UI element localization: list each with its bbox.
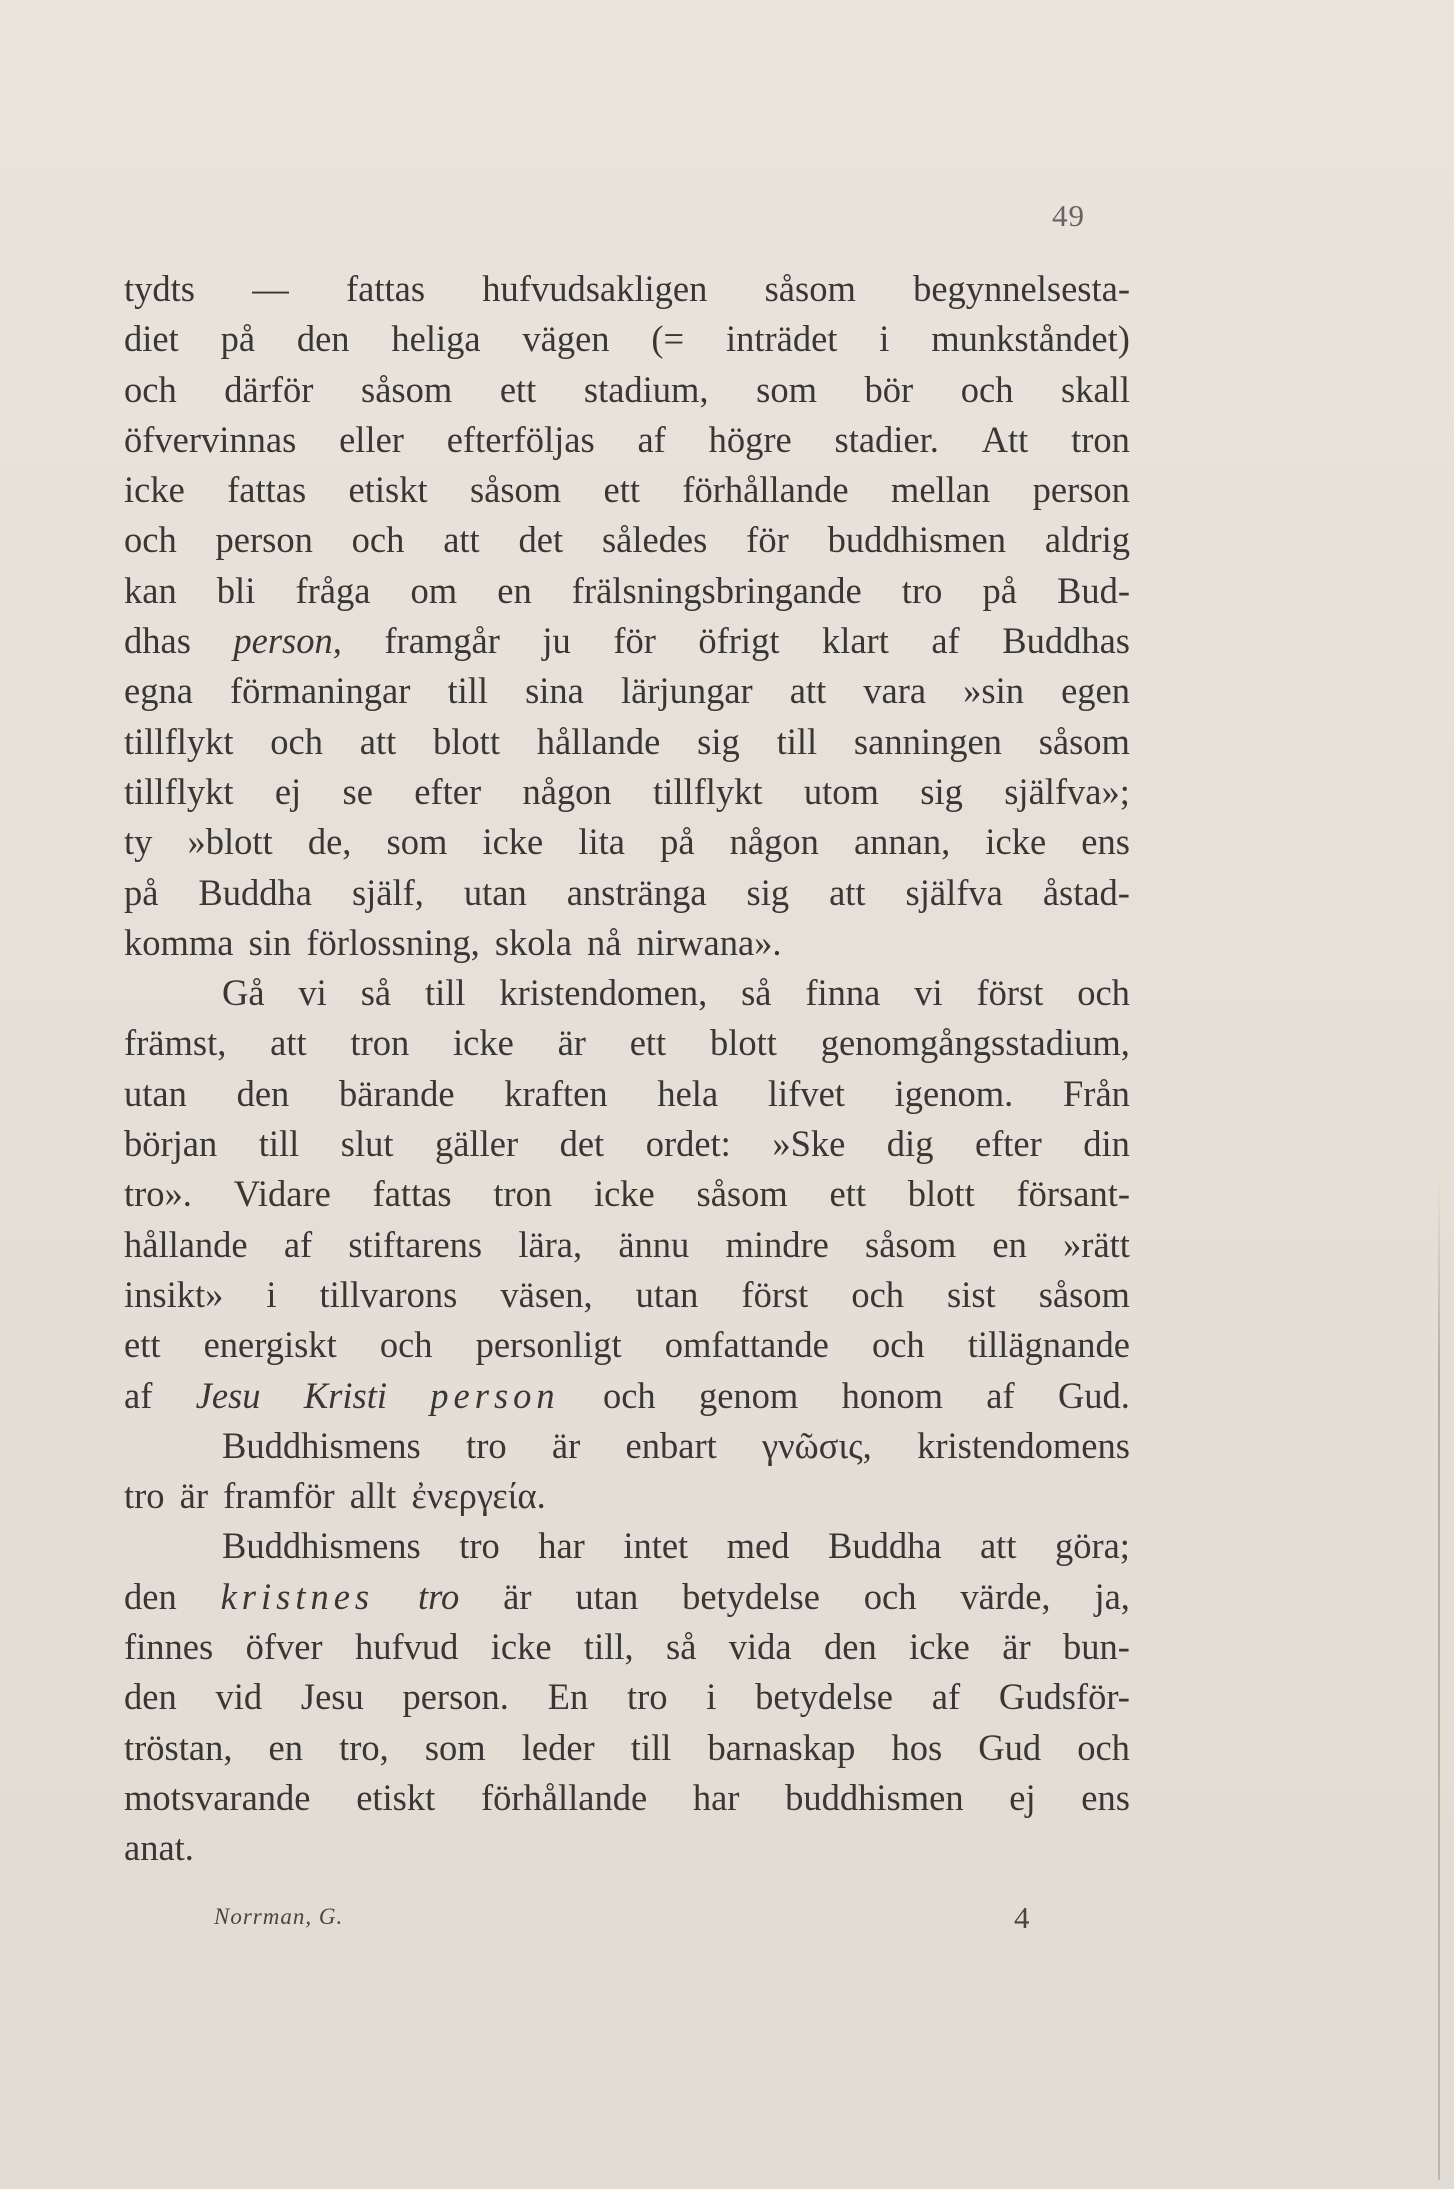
text-line: komma sin förlossning, skola nå nirwana». <box>124 921 782 963</box>
text-line: egna förmaningar till sina lärjungar att vara »sin egen <box>124 670 1130 712</box>
text-line: finnes öfver hufvud icke till, så vida den icke är bun- <box>124 1626 1130 1668</box>
text-line: Gå vi så till kristendomen, så finna vi först och <box>222 972 1130 1014</box>
sheet-number: 4 <box>1014 1900 1030 1935</box>
page-edge-shadow <box>1438 1180 1440 2180</box>
text-line: tydts — fattas hufvudsakligen såsom begynnelsesta- <box>124 268 1130 309</box>
text-line: kan bli fråga om en frälsningsbringande tro på Bud- <box>124 569 1130 611</box>
page-number: 49 <box>1052 198 1085 233</box>
text-line: ty »blott de, som icke lita på någon annan, icke ens <box>124 821 1130 863</box>
text-line: den vid Jesu person. En tro i betydelse af Gudsför- <box>124 1676 1130 1718</box>
text-line: den kristnes tro är utan betydelse och värde, ja, <box>124 1575 1130 1617</box>
text-line: utan den bärande kraften hela lifvet igenom. Från <box>124 1072 1130 1114</box>
text-line: insikt» i tillvarons väsen, utan först och sist såsom <box>124 1273 1130 1315</box>
text-line: ett energiskt och personligt omfattande och tillägnande <box>124 1324 1130 1366</box>
printer-signature: Norrman, G. <box>214 1904 344 1929</box>
text-line: anat. <box>124 1827 194 1869</box>
text-line: motsvarande etiskt förhållande har buddhismen ej ens <box>124 1776 1130 1818</box>
text-line: Buddhismens tro har intet med Buddha att göra; <box>222 1525 1130 1567</box>
text-line: af Jesu Kristi person och genom honom af Gud. <box>124 1374 1130 1416</box>
text-line: hållande af stiftarens lära, ännu mindre såsom en »rätt <box>124 1223 1130 1265</box>
text-line: icke fattas etiskt såsom ett förhållande mellan person <box>124 469 1130 511</box>
text-line: Buddhismens tro är enbart γνῶσις, kristendomens <box>222 1424 1130 1466</box>
text-line: och person och att det således för buddhismen aldrig <box>124 519 1130 561</box>
text-line: främst, att tron icke är ett blott genomgångsstadium, <box>124 1022 1130 1064</box>
text-line: på Buddha själf, utan anstränga sig att själfva åstad- <box>124 871 1130 913</box>
body-text <box>124 264 1130 1874</box>
text-line: tillflykt och att blott hållande sig till sanningen såsom <box>124 720 1130 762</box>
text-line: början till slut gäller det ordet: »Ske dig efter din <box>124 1123 1130 1165</box>
text-line: tröstan, en tro, som leder till barnaskap hos Gud och <box>124 1726 1130 1768</box>
text-line: öfvervinnas eller efterföljas af högre stadier. Att tron <box>124 418 1130 460</box>
text-line: diet på den heliga vägen (= inträdet i munkståndet) <box>124 318 1130 360</box>
text-line: tro». Vidare fattas tron icke såsom ett blott försant- <box>124 1173 1130 1215</box>
text-line: och därför såsom ett stadium, som bör och skall <box>124 368 1130 410</box>
text-line: tillflykt ej se efter någon tillflykt utom sig själfva»; <box>124 770 1130 812</box>
text-line: dhas person, framgår ju för öfrigt klart af Buddhas <box>124 620 1130 662</box>
text-line: tro är framför allt ἐνεργεία. <box>124 1475 546 1517</box>
